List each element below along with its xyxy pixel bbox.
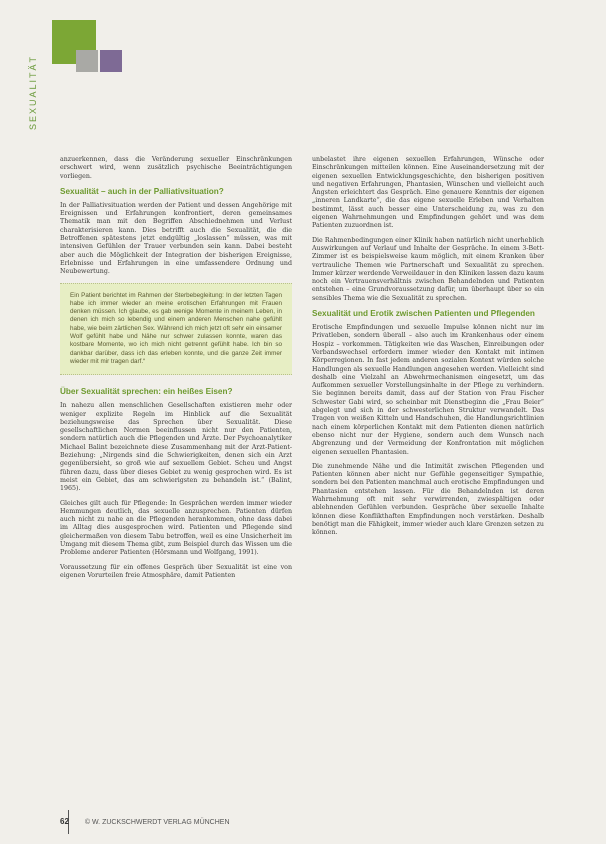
quote-box bbox=[60, 283, 292, 376]
left-column bbox=[60, 156, 292, 586]
purple-square-icon bbox=[100, 50, 122, 72]
right-column bbox=[312, 156, 544, 543]
paragraph: Erotische Empfindungen und sexuelle Impulse können nicht nur im Privatleben, sondern überall – also auch im Krankenhaus oder einem Hospiz – vorkommen. Tätigkeiten wie das Waschen, Einreibungen oder Verbandswechsel erfordern immer wieder den Kontakt mit intimen Körperregionen. In fast jedem anderen sozialen Kontext würden solche Handlungen als sexuelle Handlungen angesehen werden. Vielleicht sind deshalb eine Vielzahl an Abwehrmechanismen eingesetzt, um das Aufkommen sexueller Vorstellungsinhalte in der Pflege zu verhindern. Sie beginnen bereits damit, dass auf der Station von Frau Fischer Schwester Gabi wird, so scheinbar mit Dienstbeginn die „Frau Beier“ abgelegt und sich in der schwesterlichen Struktur verwandelt. Das Tragen von weißen Kitteln und Handschuhen, die Handlungsrichtlinien nach einem körperlichen Kontakt mit dem Patienten dienen natürlich ebenso nicht nur der Hygiene, sondern auch dem Wunsch nach Abgrenzung und der Vermeidung der Konfrontation mit möglichen eigenen sexuellen Phantasien. bbox=[312, 324, 544, 456]
section-heading: Sexualität und Erotik zwischen Patienten und Pflegenden bbox=[312, 309, 535, 319]
paragraph: Gleiches gilt auch für Pflegende: In Gesprächen werden immer wieder Hemmungen deutlich, das sexuelle anzusprechen. Patienten dürfen auch nicht zu nahe an die Pflegenden herankommen, ohne dass dabei im Alltag dies ausgesprochen wird. Patienten und Pflegende sind gleichermaßen von diesem Tabu betroffen, weil es eine Unsicherheit im Umgang mit diesem Thema gibt, zum Beispiel durch das Wissen um die Probleme anderer Patienten (Hörsmann und Wolfgang, 1991). bbox=[60, 499, 292, 557]
paragraph: unbelastet ihre eigenen sexuellen Erfahrungen, Wünsche oder Einschränkungen mitteilen können. Eine Auseinandersetzung mit der eigenen sexuellen Entwicklungsgeschichte, den bisherigen positiven und negativen Erfahrungen, Phantasien, Wünschen und vielleicht auch Ängsten erleichtert das Gespräch. Eine genauere Kenntnis der eigenen „inneren Landkarte“, die das eigene sexuelle Erleben und Verhalten bestimmt, lässt auch besser eine Unterscheidung zu, was zu den eigenen Wahrnehmungen und Empfindungen gehört und was dem Patienten zuzuordnen ist. bbox=[312, 156, 544, 230]
section-heading: Sexualität – auch in der Palliativsituation? bbox=[60, 186, 224, 196]
paragraph: In nahezu allen menschlichen Gesellschaften existieren mehr oder weniger explizite Regeln im Hinblick auf die Sexualität beziehungsweise das Sprechen über Sexualität. Diese gesellschaftlichen Normen beeinflussen nicht nur den Patienten, sondern natürlich auch die Pflegenden und Ärzte. Der Psychoanalytiker Michael Balint bezeichnete diese Zusammenhang mit der Arzt-Patient-Beziehung: „Nirgends sind die Schwierigkeiten, denen sich ein Arzt gegenübersieht, so groß wie auf sexuellem Gebiet. Scheu und Angst führen dazu, dass über dieses Gebiet zu wenig gesprochen wird. Es ist meist ein Gebiet, das am schwierigsten zu behandeln ist.“ (Balint, 1965). bbox=[60, 402, 292, 493]
footer-text: © W. ZUCKSCHWERDT VERLAG MÜNCHEN bbox=[84, 819, 230, 826]
section-heading: Über Sexualität sprechen: ein heißes Eisen? bbox=[60, 387, 233, 397]
paragraph: Voraussetzung für ein offenes Gespräch über Sexualität ist eine von eigenen Vorurteilen freie Atmosphäre, damit Patienten bbox=[60, 563, 292, 579]
quote-text: Ein Patient berichtet im Rahmen der Sterbebegleitung: In der letzten Tagen habe ich immer wieder an meine erotischen Erfahrungen mit Frauen denken müssen. Ich glaube, es gab wenige Momente in meinem Leben, in denen ich mich so lebendig und einem anderen Menschen nahe gefühlt habe, wie beim zärtlichen Sex. Während ich mich jetzt oft sehr ein einsamer Wolf gefühlt habe und Nähe nur schwer zulassen konnte, waren das kostbare Momente, wo ich mich nicht getrennt gefühlt habe. Ich bin so dankbar darüber, dass ich das erleben konnte, und die ganze Zeit immer wieder mit mir tragen darf.“ bbox=[70, 291, 282, 365]
paragraph: In der Palliativsituation werden der Patient und dessen Angehörige mit Ereignissen und Erfahrungen konfrontiert, deren gemeinsames Thematik man mit den Begriffen Abschiednehmen und Verlust charakterisieren kann. Dies betrifft auch die Sexualität, die die Betroffenen spätestens jetzt endgültig „loslassen“ müssen, was mit intensiven Gefühlen der Trauer verbunden sein kann. Dabei besteht aber auch die Möglichkeit der Integration der bisherigen Ereignisse, Erlebnisse und Erfahrungen in eine umfassendere Ordnung und Neubewertung. bbox=[60, 201, 292, 276]
section-rail-label: SEXUALITÄT bbox=[28, 54, 38, 130]
paragraph: Die Rahmenbedingungen einer Klinik haben natürlich nicht unerheblich Auswirkungen auf Verlauf und Inhalte der Gespräche. In einem 3-Bett-Zimmer ist es beispielsweise kaum möglich, mit einem Kranken über vertrauliche Themen wie Partnerschaft und Sexualität zu sprechen. Immer kürzer werdende Verweildauer in den Kliniken lassen dazu kaum noch ein Vertrauensverhältnis zwischen Behandelnden und Patienten entstehen – eine Grundvoraussetzung dafür, um überhaupt über so ein sensibles Thema wie die Sexualität zu sprechen. bbox=[312, 236, 544, 302]
paragraph: anzuerkennen, dass die Veränderung sexueller Einschränkungen erschwert wird, wenn zusätzlich psychische Beeinträchtigungen vorliegen. bbox=[60, 156, 292, 180]
grey-square-icon bbox=[76, 50, 98, 72]
page-number: 62 bbox=[60, 817, 69, 826]
footer bbox=[60, 817, 230, 826]
paragraph: Die zunehmende Nähe und die Intimität zwischen Pflegenden und Patienten können aber nicht nur Gefühle gegenseitiger Sympathie, sondern bei den Patienten manchmal auch erotische Empfindungen und Phantasien entstehen lassen. Für die Behandelnden ist deren Wahrnehmung oft mit sehr verwirrenden, zwiespältigen oder ablehnenden Gefühlen verbunden. Gespräche über sexuelle Inhalte können diese Konflikthaften Empfindungen noch verstärken. Deshalb benötigt man die Fähigkeit, immer wieder auch klare Grenzen setzen zu können. bbox=[312, 462, 544, 537]
